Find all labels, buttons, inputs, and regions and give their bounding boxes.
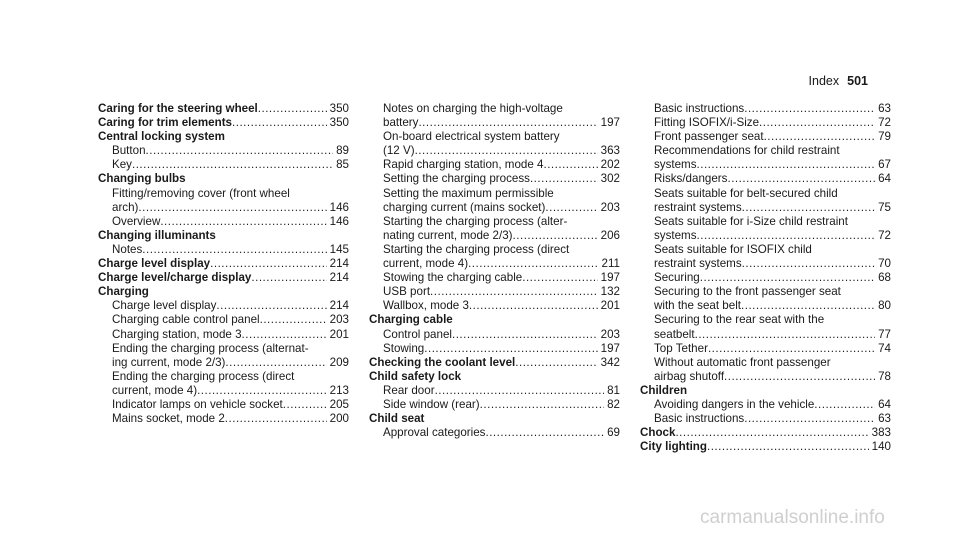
index-subentry-text: Recommendations for child restraint <box>654 144 840 158</box>
entry-label: airbag shutoff <box>654 369 725 383</box>
dot-leader <box>146 144 334 158</box>
index-subentry[interactable] <box>98 299 349 313</box>
entry-label: restraint systems <box>654 200 742 214</box>
entry-label: USB port <box>383 285 431 299</box>
index-subentry[interactable] <box>640 116 891 130</box>
index-subentry-text: Securing to the front passenger seat <box>654 285 841 299</box>
section-title: Index <box>808 74 840 88</box>
index-heading: Charging cable <box>369 313 453 327</box>
entry-label: Caring for trim elements <box>98 116 233 130</box>
entry-label: restraint systems <box>654 257 742 271</box>
dot-leader <box>727 172 875 186</box>
dot-leader <box>258 102 327 116</box>
page-ref: 146 <box>329 200 349 214</box>
entry-label: Charge level display <box>112 299 217 313</box>
entry-label: Mains socket, mode 2 <box>112 412 225 426</box>
index-subentry[interactable] <box>369 299 620 313</box>
page-ref: 350 <box>329 116 349 130</box>
dot-leader <box>160 215 326 229</box>
entry-label: Checking the coolant level <box>369 355 516 369</box>
entry-label: Rapid charging station, mode 4 <box>383 158 544 172</box>
index-heading: Child seat <box>369 412 425 426</box>
page-ref: 302 <box>600 172 620 186</box>
index-subentry[interactable] <box>98 215 349 229</box>
index-subentry[interactable] <box>640 257 891 271</box>
dot-leader <box>759 116 875 130</box>
dot-leader <box>424 342 597 356</box>
entry-label: Charge level display <box>98 257 211 271</box>
page-ref: 79 <box>878 130 891 144</box>
index-subentry-text: Ending the charging process (direct <box>112 369 295 383</box>
entry-label: City lighting <box>640 440 707 454</box>
page-ref: 145 <box>329 242 349 256</box>
index-column-3 <box>640 102 891 454</box>
index-subentry[interactable] <box>98 398 349 412</box>
dot-leader <box>260 313 327 327</box>
page-ref: 383 <box>871 426 891 440</box>
entry-label: Stowing <box>383 341 425 355</box>
index-subentry[interactable] <box>640 271 891 285</box>
page-ref: 72 <box>878 228 891 242</box>
entry-label: Front passenger seat <box>654 130 764 144</box>
entry-label: Fitting ISOFIX/i-Size <box>654 116 760 130</box>
page-number: 501 <box>847 74 868 88</box>
page-ref: 68 <box>878 271 891 285</box>
entry-label: ing current, mode 2/3) <box>112 355 226 369</box>
entry-label: Approval categories <box>383 426 486 440</box>
page-ref: 146 <box>329 214 349 228</box>
index-entry[interactable] <box>98 102 349 116</box>
index-subentry[interactable] <box>98 412 349 426</box>
index-subentry[interactable] <box>369 285 620 299</box>
index-subentry[interactable] <box>369 116 620 130</box>
page-ref: 64 <box>878 397 891 411</box>
page-ref: 350 <box>329 102 349 115</box>
page-ref: 72 <box>878 116 891 130</box>
dot-leader <box>242 328 327 342</box>
index-subentry[interactable] <box>640 299 891 313</box>
index-subentry[interactable] <box>369 328 620 342</box>
page-ref: 67 <box>878 158 891 172</box>
page-ref: 363 <box>600 144 620 158</box>
index-subentry[interactable] <box>98 243 349 257</box>
index-subentry[interactable] <box>369 201 620 215</box>
page-ref: 203 <box>600 200 620 214</box>
index-entry[interactable] <box>369 356 620 370</box>
page-ref: 81 <box>607 383 620 397</box>
dot-leader <box>744 412 875 426</box>
index-subentry[interactable] <box>98 356 349 370</box>
index-subentry[interactable] <box>640 158 891 172</box>
index-subentry-text: Starting the charging process (alter- <box>383 214 568 228</box>
dot-leader <box>452 328 598 342</box>
index-subentry-text: Notes on charging the high-voltage <box>383 102 563 115</box>
dot-leader <box>142 243 326 257</box>
dot-leader <box>283 398 327 412</box>
entry-label: battery <box>383 116 419 130</box>
page-ref: 70 <box>878 257 891 271</box>
page-ref: 214 <box>329 299 349 313</box>
entry-label: Control panel <box>383 327 452 341</box>
watermark: carmanualsonline.info <box>700 507 885 528</box>
index-subentry[interactable] <box>98 201 349 215</box>
index-subentry-text: On-board electrical system battery <box>383 130 560 144</box>
entry-label: Securing <box>654 271 700 285</box>
entry-label: Button <box>112 144 146 158</box>
index-subentry[interactable] <box>640 328 891 342</box>
index-heading: Changing illuminants <box>98 228 216 242</box>
entry-label: charging current (mains socket) <box>383 200 546 214</box>
index-subentry[interactable] <box>369 271 620 285</box>
dot-leader <box>707 440 869 454</box>
page-ref: 197 <box>600 341 620 355</box>
entry-label: Charging cable control panel <box>112 313 260 327</box>
entry-label: systems <box>654 158 697 172</box>
entry-label: (12 V) <box>383 144 415 158</box>
entry-label: Charging station, mode 3 <box>112 327 242 341</box>
page-ref: 214 <box>329 257 349 271</box>
dot-leader <box>251 271 326 285</box>
dot-leader <box>415 144 598 158</box>
page-ref: 209 <box>329 355 349 369</box>
dot-leader <box>210 257 327 271</box>
dot-leader <box>724 370 875 384</box>
page-ref: 78 <box>878 369 891 383</box>
dot-leader <box>515 356 597 370</box>
dot-leader <box>744 102 875 116</box>
page-ref: 63 <box>878 412 891 426</box>
index-subentry[interactable] <box>369 229 620 243</box>
index-subentry[interactable] <box>369 257 620 271</box>
index-subentry[interactable] <box>369 144 620 158</box>
page-ref: 206 <box>600 228 620 242</box>
page-header <box>809 74 868 88</box>
dot-leader <box>545 201 597 215</box>
page-ref: 80 <box>878 299 891 313</box>
page-ref: 64 <box>878 172 891 186</box>
index-subentry[interactable] <box>98 384 349 398</box>
dot-leader <box>697 229 876 243</box>
page-ref: 197 <box>600 271 620 285</box>
entry-label: Basic instructions <box>654 412 745 426</box>
dot-leader <box>741 299 875 313</box>
index-subentry[interactable] <box>640 342 891 356</box>
page-ref: 205 <box>329 397 349 411</box>
page-ref: 197 <box>600 116 620 130</box>
page-ref: 342 <box>600 355 620 369</box>
page-ref: 201 <box>600 299 620 313</box>
index-heading: Child safety lock <box>369 369 462 383</box>
dot-leader <box>232 116 327 130</box>
entry-label: nating current, mode 2/3) <box>383 228 513 242</box>
dot-leader <box>814 398 875 412</box>
entry-label: Setting the charging process <box>383 172 530 186</box>
entry-label: Avoiding dangers in the vehicle <box>654 397 815 411</box>
entry-label: arch) <box>112 200 139 214</box>
index-heading: Children <box>640 383 688 397</box>
index-subentry[interactable] <box>369 172 620 186</box>
dot-leader <box>225 356 326 370</box>
entry-label: Risks/dangers <box>654 172 728 186</box>
entry-label: Caring for the steering wheel <box>98 102 258 115</box>
page-ref: 74 <box>878 341 891 355</box>
page-ref: 69 <box>607 426 620 440</box>
dot-leader <box>468 257 598 271</box>
page-ref: 203 <box>329 313 349 327</box>
index-subentry[interactable] <box>98 158 349 172</box>
index-heading: Charging <box>98 285 149 299</box>
entry-label: Chock <box>640 426 676 440</box>
page-ref: 203 <box>600 327 620 341</box>
index-subentry[interactable] <box>640 102 891 116</box>
index-entry[interactable] <box>640 426 891 440</box>
index-subentry[interactable] <box>369 426 620 440</box>
dot-leader <box>675 426 868 440</box>
index-subentry[interactable] <box>369 384 620 398</box>
index-subentry[interactable] <box>640 398 891 412</box>
index-subentry-text: Without automatic front passenger <box>654 355 831 369</box>
dot-leader <box>513 229 598 243</box>
dot-leader <box>480 398 604 412</box>
page-ref: 75 <box>878 200 891 214</box>
index-entry[interactable] <box>640 440 891 454</box>
index-subentry-text: Seats suitable for i-Size child restraint <box>654 214 848 228</box>
dot-leader <box>435 384 605 398</box>
dot-leader <box>225 412 327 426</box>
dot-leader <box>700 271 875 285</box>
entry-label: Charge level/charge display <box>98 271 252 285</box>
index-subentry[interactable] <box>369 158 620 172</box>
page-ref: 85 <box>336 158 349 172</box>
page-ref: 82 <box>607 397 620 411</box>
dot-leader <box>530 172 598 186</box>
index-subentry-text: Seats suitable for belt-secured child <box>654 186 838 200</box>
index-entry[interactable] <box>98 271 349 285</box>
index-subentry-text: Starting the charging process (direct <box>383 242 570 256</box>
index-subentry[interactable] <box>369 398 620 412</box>
entry-label: with the seat belt <box>654 299 742 313</box>
page-ref: 202 <box>600 158 620 172</box>
index-subentry-text: Ending the charging process (alternat- <box>112 341 309 355</box>
index-heading: Changing bulbs <box>98 172 186 186</box>
index-entry[interactable] <box>98 257 349 271</box>
entry-label: Notes <box>112 242 143 256</box>
dot-leader <box>695 328 875 342</box>
index-subentry-text: Fitting/removing cover (front wheel <box>112 186 290 200</box>
index-subentry[interactable] <box>98 313 349 327</box>
page-ref: 214 <box>329 271 349 285</box>
entry-label: Indicator lamps on vehicle socket <box>112 397 283 411</box>
index-column-1 <box>98 102 349 426</box>
index-subentry[interactable] <box>98 328 349 342</box>
dot-leader <box>216 299 326 313</box>
dot-leader <box>742 257 875 271</box>
index-subentry[interactable] <box>369 342 620 356</box>
entry-label: Rear door <box>383 383 435 397</box>
index-heading: Central locking system <box>98 130 225 144</box>
dot-leader <box>418 116 597 130</box>
dot-leader <box>138 201 326 215</box>
index-entry[interactable] <box>98 116 349 130</box>
entry-label: Stowing the charging cable <box>383 271 523 285</box>
entry-label: Overview <box>112 214 161 228</box>
index-subentry-text: Securing to the rear seat with the <box>654 313 825 327</box>
dot-leader <box>543 158 597 172</box>
dot-leader <box>132 158 333 172</box>
entry-label: current, mode 4) <box>112 383 198 397</box>
entry-label: Side window (rear) <box>383 397 480 411</box>
dot-leader <box>485 426 604 440</box>
entry-label: current, mode 4) <box>383 257 469 271</box>
dot-leader <box>697 158 876 172</box>
index-subentry[interactable] <box>640 201 891 215</box>
dot-leader <box>430 285 598 299</box>
entry-label: Wallbox, mode 3 <box>383 299 469 313</box>
page-ref: 140 <box>871 440 891 454</box>
page-ref: 201 <box>329 327 349 341</box>
index-column-2 <box>369 102 620 440</box>
entry-label: Basic instructions <box>654 102 745 115</box>
index-subentry[interactable] <box>98 144 349 158</box>
index-subentry-text: Setting the maximum permissible <box>383 186 554 200</box>
dot-leader <box>742 201 875 215</box>
index-subentry[interactable] <box>640 229 891 243</box>
page-ref: 211 <box>601 257 620 271</box>
entry-label: Key <box>112 158 132 172</box>
entry-label: seatbelt <box>654 327 695 341</box>
entry-label: Top Tether <box>654 341 708 355</box>
index-subentry[interactable] <box>640 412 891 426</box>
page-ref: 132 <box>600 285 620 299</box>
entry-label: systems <box>654 228 697 242</box>
dot-leader <box>469 299 598 313</box>
page-ref: 213 <box>329 383 349 397</box>
page-ref: 77 <box>878 327 891 341</box>
dot-leader <box>764 130 876 144</box>
dot-leader <box>197 384 327 398</box>
index-subentry[interactable] <box>640 130 891 144</box>
page-ref: 89 <box>336 144 349 158</box>
dot-leader <box>708 342 875 356</box>
dot-leader <box>522 271 597 285</box>
index-subentry-text: Seats suitable for ISOFIX child <box>654 242 812 256</box>
index-subentry[interactable] <box>640 172 891 186</box>
index-subentry[interactable] <box>640 370 891 384</box>
page-ref: 63 <box>878 102 891 115</box>
page-ref: 200 <box>329 412 349 426</box>
